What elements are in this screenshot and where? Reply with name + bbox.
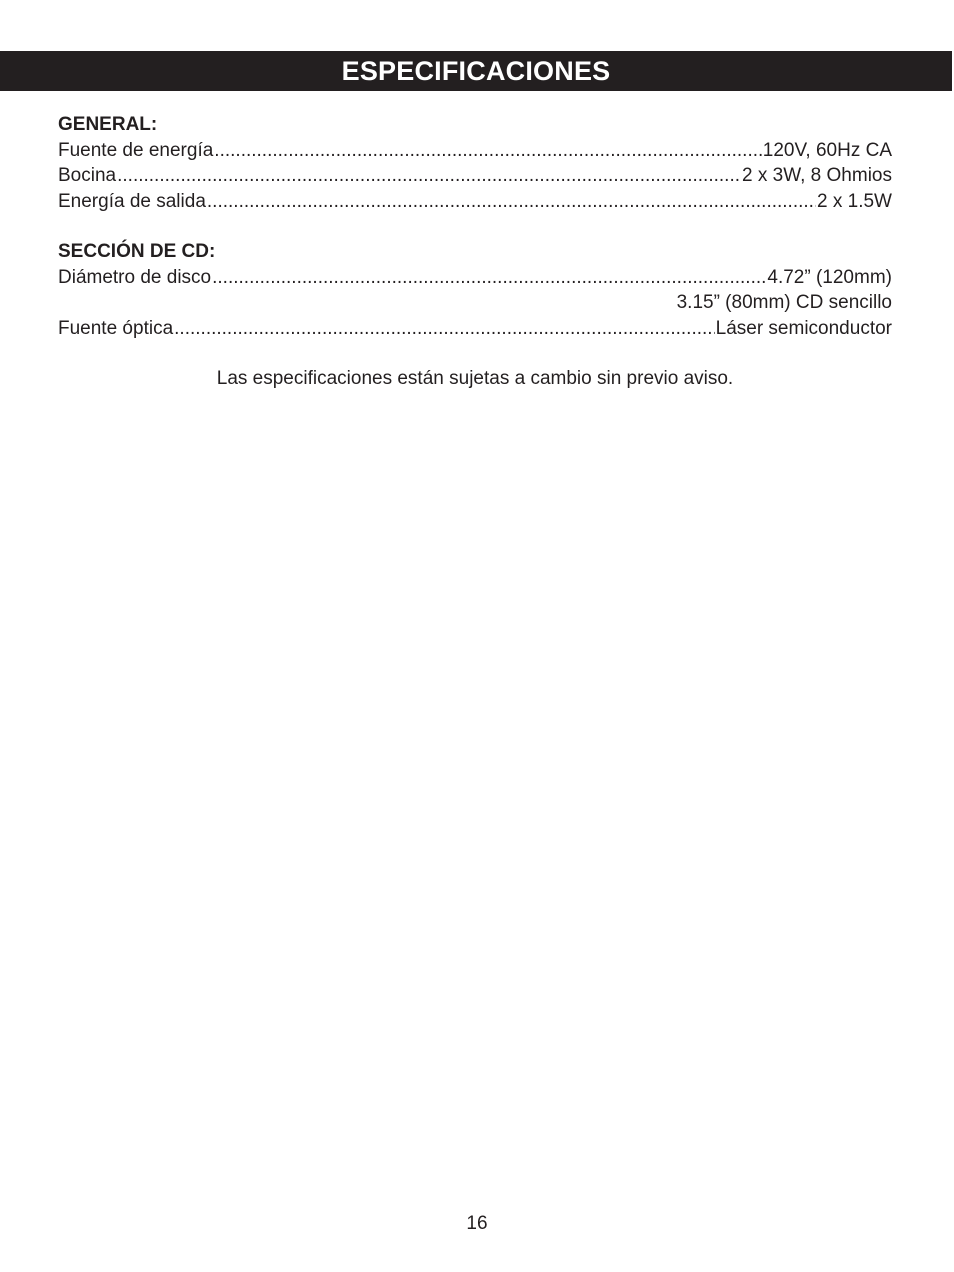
spec-value: 2 x 1.5W [817, 190, 892, 212]
page-title: ESPECIFICACIONES [341, 55, 611, 86]
page-number: 16 [466, 1213, 488, 1234]
section-heading-general: GENERAL: [58, 114, 158, 135]
spec-row-output-power [58, 189, 892, 215]
dot-leader [214, 138, 761, 164]
spec-row-power-source [58, 138, 892, 164]
section-spacer [58, 341, 892, 366]
dot-leader [212, 265, 766, 291]
spec-row-optical-source [58, 316, 892, 342]
title-bar [0, 51, 952, 91]
spec-row-disc-diameter-continuation [58, 290, 892, 316]
spec-value: Láser semiconductor [715, 317, 892, 339]
section-heading-cd: SECCIÓN DE CD: [58, 241, 216, 262]
spec-value: 120V, 60Hz CA [762, 139, 892, 161]
spec-label: Fuente de energía [58, 139, 214, 161]
section-spacer [58, 214, 892, 239]
disclaimer-note: Las especificaciones están sujetas a cambio sin previo aviso. [216, 368, 734, 389]
dot-leader [207, 189, 816, 215]
spec-value-continuation: 3.15” (80mm) CD sencillo [676, 292, 892, 313]
specifications-content [58, 112, 892, 411]
spec-label: Bocina [58, 165, 117, 186]
dot-leader [117, 163, 741, 189]
spec-label: Fuente óptica [58, 317, 174, 339]
spec-row-speaker [58, 163, 892, 189]
dot-leader [174, 316, 714, 342]
spec-label: Energía de salida [58, 190, 206, 212]
spec-value: 2 x 3W, 8 Ohmios [742, 165, 892, 186]
spec-row-disc-diameter [58, 265, 892, 291]
spec-label: Diámetro de disco [58, 266, 212, 288]
spec-value: 4.72” (120mm) [767, 266, 892, 288]
